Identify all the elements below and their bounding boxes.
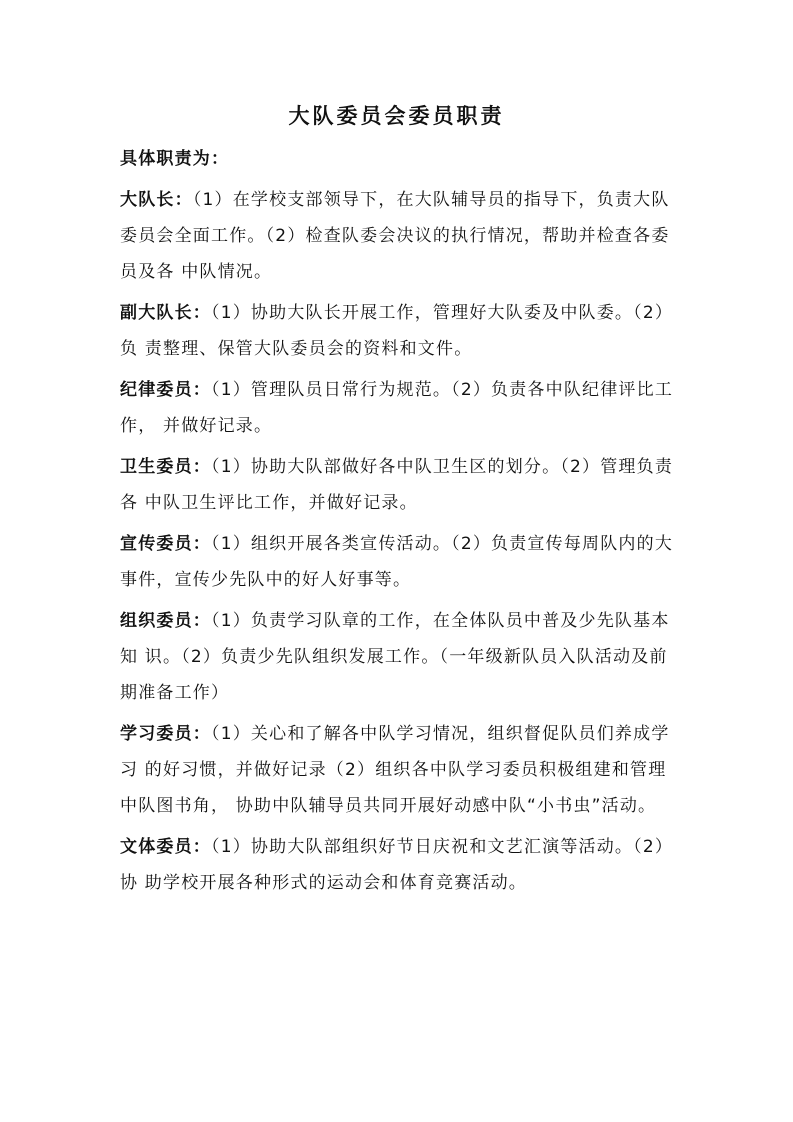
duty-sports-arts [120,829,680,901]
duty-study [120,716,680,824]
duty-captain [120,182,680,290]
role-label: 宣传委员： [120,534,211,554]
document-body [120,141,680,906]
role-label: 副大队长： [120,303,211,323]
intro-line: 具体职责为： [120,149,230,169]
role-label: 卫生委员： [120,457,211,477]
duty-text: （1）组织开展各类宣传活动。（2）负责宣传每周队内的大事件，宣传少先队中的好人好事等。 [120,534,674,590]
duty-publicity [120,526,680,598]
duty-text: （1）关心和了解各中队学习情况，组织督促队员们养成学习 的好习惯，并做好记录（2）组织各中队学习委员积极组建和管理中队图书角， 协助中队辅导员共同开展好动感中队“小书虫”活动。 [120,724,670,816]
role-label: 大队长： [120,190,193,210]
role-label: 学习委员： [120,724,211,744]
duty-discipline [120,372,680,444]
role-label: 组织委员： [120,611,211,631]
duty-text: （1）负责学习队章的工作，在全体队员中普及少先队基本知 识。（2）负责少先队组织发展工作。（一年级新队员入队活动及前期准备工作） [120,611,670,703]
duty-text: （1）协助大队部组织好节日庆祝和文艺汇演等活动。（2）协 助学校开展各种形式的运动会和体育竞赛活动。 [120,837,674,893]
duty-text: （1）管理队员日常行为规范。（2）负责各中队纪律评比工作， 并做好记录。 [120,380,674,436]
duty-organization [120,603,680,711]
duty-vice-captain [120,295,680,367]
role-label: 纪律委员： [120,380,211,400]
duty-hygiene [120,449,680,521]
duty-text: （1）协助大队长开展工作，管理好大队委及中队委。（2）负 责整理、保管大队委员会的资料和文件。 [120,303,674,359]
role-label: 文体委员： [120,837,211,857]
document-title: 大队委员会委员职责 [288,104,505,128]
duty-text: （1）在学校支部领导下，在大队辅导员的指导下，负责大队委员会全面工作。（2）检查队委会决议的执行情况，帮助并检查各委员及各 中队情况。 [120,190,670,282]
duty-text: （1）协助大队部做好各中队卫生区的划分。（2）管理负责各 中队卫生评比工作，并做好记录。 [120,457,674,513]
